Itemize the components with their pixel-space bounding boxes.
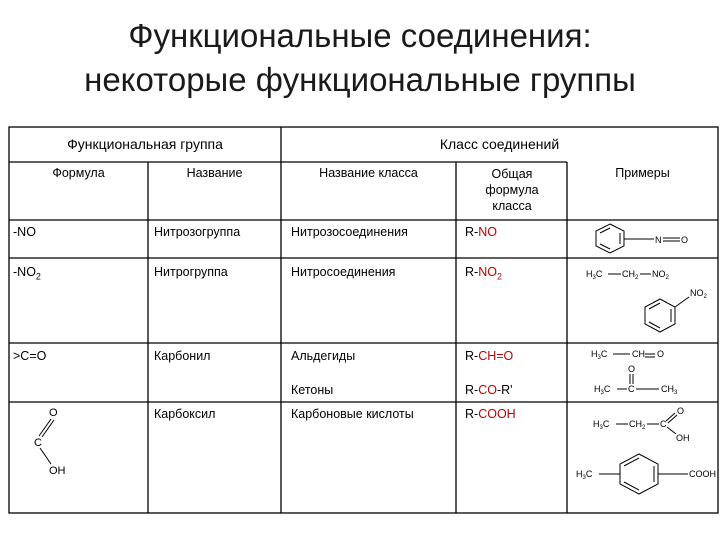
svg-text:H3C: $H_3C$ xyxy=(594,384,611,396)
aldehyde-general-formula: R-CH=O xyxy=(465,349,514,363)
svg-text:O: O xyxy=(657,349,665,359)
svg-text:OH: OH xyxy=(676,433,690,443)
header-group: Функциональная группа xyxy=(67,136,223,152)
svg-text:O: O xyxy=(628,364,636,374)
svg-text:O: O xyxy=(49,407,58,419)
nitroso-formula: -NO xyxy=(13,225,36,239)
svg-text:OH: OH xyxy=(49,465,66,477)
nitroso-class: Нитрозосоединения xyxy=(291,225,408,239)
svg-text:NO2: $NO_2$ xyxy=(690,288,707,300)
carboxyl-name: Карбоксил xyxy=(154,407,216,421)
propanoic-acid-example xyxy=(592,405,712,445)
nitroso-general-formula: R-NO xyxy=(465,225,497,239)
carbonyl-formula: >C=O xyxy=(13,349,47,363)
ketone-class: Кетоны xyxy=(291,383,334,397)
header-examples: Примеры xyxy=(615,166,670,180)
ketone-general-formula: R-CO-R' xyxy=(465,383,513,397)
carboxylic-acid-class: Карбоновые кислоты xyxy=(291,407,414,421)
svg-text:H3C: $H_3C$ xyxy=(586,269,603,281)
svg-text:H3C: $H_3C$ xyxy=(576,469,593,481)
carboxylic-acid-general-formula: R-COOH xyxy=(465,407,516,421)
svg-text:C: C xyxy=(34,437,42,449)
svg-text:CH2: $CH_2$ xyxy=(629,419,646,431)
header-name: Название xyxy=(186,166,243,180)
svg-text:C: C xyxy=(628,384,635,394)
svg-text:N: N xyxy=(655,235,662,245)
svg-text:CH2: $CH_2$ xyxy=(622,269,639,281)
svg-text:H3C: $H_3C$ xyxy=(593,419,610,431)
nitro-class: Нитросоединения xyxy=(291,265,396,279)
acetone-example xyxy=(593,362,703,398)
toluic-acid-example xyxy=(573,445,720,505)
header-formula: Формула xyxy=(52,166,105,180)
title-line-2: некоторые функциональные группы xyxy=(84,61,636,98)
header-class: Класс соединений xyxy=(439,136,560,152)
svg-text:O: O xyxy=(677,406,685,416)
svg-text:COOH: COOH xyxy=(689,469,716,479)
carbonyl-name: Карбонил xyxy=(154,349,211,363)
carboxyl-structure xyxy=(20,404,80,484)
nitroethane-example xyxy=(585,264,675,284)
nitro-formula: $-NO_2$ xyxy=(13,265,41,282)
svg-text:NO2: $NO_2$ xyxy=(652,269,669,281)
nitrosobenzene-example xyxy=(588,221,698,257)
svg-text:C: C xyxy=(660,419,667,429)
title-line-1: Функциональные соединения: xyxy=(128,17,592,54)
nitro-general-formula: $R-NO_2$ xyxy=(465,265,502,282)
nitro-name: Нитрогруппа xyxy=(154,265,228,279)
svg-text:CH3: $CH_3$ xyxy=(661,384,678,396)
header-general-formula: Общая формула класса xyxy=(485,167,539,213)
nitroso-name: Нитрозогруппа xyxy=(154,225,241,239)
svg-text:H3C: $H_3C$ xyxy=(591,349,608,361)
header-class-name: Название класса xyxy=(319,166,418,180)
svg-text:CH: CH xyxy=(632,349,645,359)
nitrobenzene-example xyxy=(635,284,715,342)
aldehyde-class: Альдегиды xyxy=(291,349,356,363)
svg-text:O: O xyxy=(681,235,689,245)
